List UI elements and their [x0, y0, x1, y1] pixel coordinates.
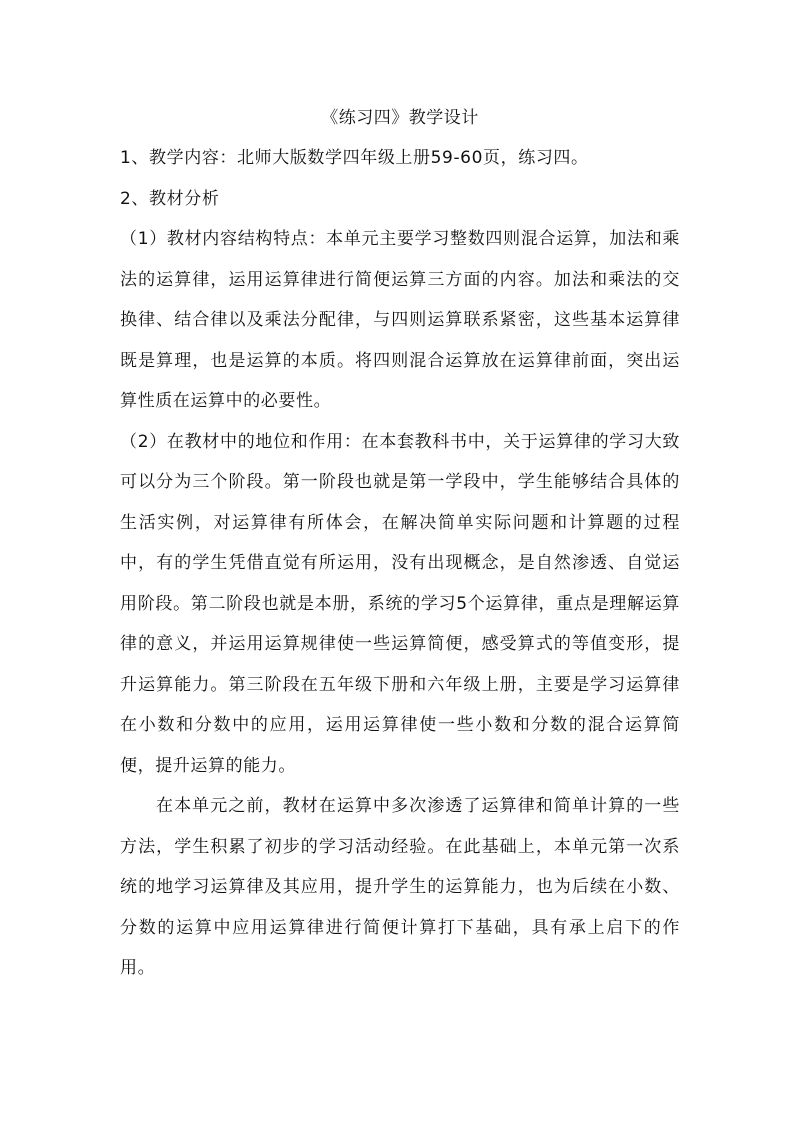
paragraph-structure-features: （1）教材内容结构特点：本单元主要学习整数四则混合运算，加法和乘法的运算律，运用运算律进行简便运算三方面的内容。加法和乘法的交换律、结合律以及乘法分配律，与四则运算联系紧密，这些基本运算律既是算理，也是运算的本质。将四则混合运算放在运算律前面，突出运算性质在运算中的必要性。 — [120, 229, 680, 411]
paragraph-position-and-role: （2）在教材中的地位和作用：在本套教科书中，关于运算律的学习大致可以分为三个阶段。第一阶段也就是第一学段中，学生能够结合具体的生活实例，对运算律有所体会，在解决简单实际问题和计算题的过程中，有的学生凭借直觉有所运用，没有出现概念，是自然渗透、自觉运用阶段。第二阶段也就是本册，系统的学习5个运算律，重点是理解运算律的意义，并运用运算规律使一些运算简便，感受算式的等值变形，提升运算能力。第三阶段在五年级下册和六年级上册，主要是学习运算律在小数和分数中的应用，运用运算律使一些小数和分数的混合运算简便，提升运算的能力。 — [120, 431, 680, 776]
document-page — [120, 98, 680, 989]
paragraph-before-this-unit: 在本单元之前，教材在运算中多次渗透了运算律和简单计算的一些方法，学生积累了初步的学习活动经验。在此基础上，本单元第一次系统的地学习运算律及其应用，提升学生的运算能力，也为后续在小数、分数的运算中应用运算律进行简便计算打下基础，具有承上启下的作用。 — [120, 796, 680, 978]
section-teaching-content: 1、教学内容：北师大版数学四年级上册59-60页，练习四。 — [120, 148, 589, 168]
document-title: 《练习四》教学设计 — [321, 108, 479, 128]
section-material-analysis-heading: 2、教材分析 — [120, 188, 220, 209]
